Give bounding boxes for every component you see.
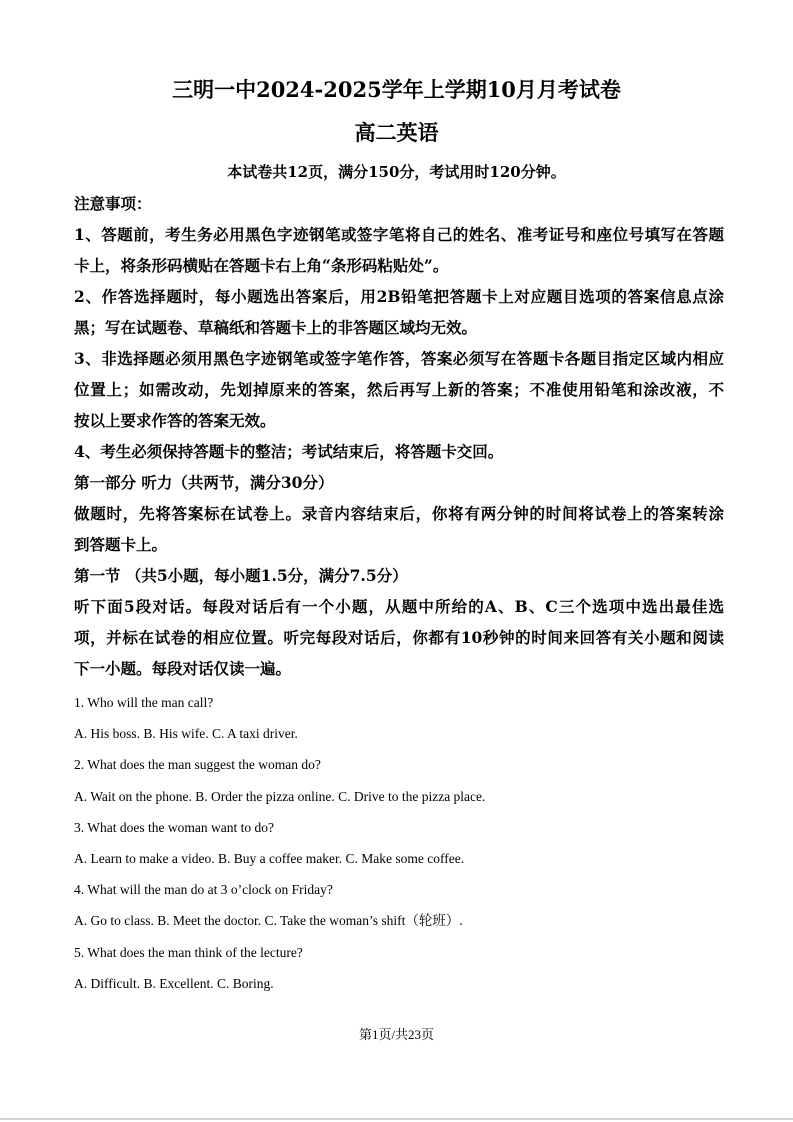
question-options: A. Learn to make a video. B. Buy a coffee maker. C. Make some coffee. bbox=[74, 850, 465, 866]
note-item-3-line-2: 位置上；如需改动，先划掉原来的答案，然后再写上新的答案；不准使用铅笔和涂改液，不 bbox=[74, 380, 724, 399]
note-item-1-line-2: 卡上，将条形码横贴在答题卡右上角“条形码粘贴处”。 bbox=[74, 256, 449, 275]
notes-heading: 注意事项： bbox=[74, 194, 152, 213]
note-item-4: 4、考生必须保持答题卡的整洁；考试结束后，将答题卡交回。 bbox=[74, 442, 504, 461]
note-item-1-line-1: 1、答题前，考生务必用黑色字迹钢笔或签字笔将自己的姓名、准考证号和座位号填写在答题 bbox=[74, 225, 724, 244]
page-number: 第1页/共23页 bbox=[358, 1027, 435, 1042]
page-divider bbox=[0, 1118, 793, 1120]
part1-instructions-line-1: 做题时，先将答案标在试卷上。录音内容结束后，你将有两分钟的时间将试卷上的答案转涂 bbox=[74, 504, 724, 523]
note-item-2-line-1: 2、作答选择题时，每小题选出答案后，用2B铅笔把答题卡上对应题目选项的答案信息点涂 bbox=[74, 287, 724, 306]
section1-instructions-line-3: 下一小题。每段对话仅读一遍。 bbox=[74, 659, 292, 678]
note-item-2-line-2: 黑；写在试题卷、草稿纸和答题卡上的非答题区域均无效。 bbox=[74, 318, 478, 337]
question-text: 1. Who will the man call? bbox=[74, 695, 214, 710]
question-options: A. His boss. B. His wife. C. A taxi driver. bbox=[74, 726, 298, 742]
question-options: A. Difficult. B. Excellent. C. Boring. bbox=[74, 975, 274, 991]
part1-instructions-line-2: 到答题卡上。 bbox=[74, 535, 168, 554]
section1-instructions-line-1: 听下面5段对话。每段对话后有一个小题，从题中所给的A、B、C三个选项中选出最佳选 bbox=[74, 597, 724, 616]
part1-heading: 第一部分 听力（共两节，满分30分） bbox=[74, 473, 334, 492]
note-item-3-line-1: 3、非选择题必须用黑色字迹钢笔或签字笔作答，答案必须写在答题卡各题目指定区域内相应 bbox=[74, 349, 724, 368]
question-text: 5. What does the man think of the lecture? bbox=[74, 944, 303, 960]
question-text: 2. What does the man suggest the woman do? bbox=[74, 757, 321, 773]
note-item-3-line-3: 按以上要求作答的答案无效。 bbox=[74, 411, 276, 430]
section1-heading: 第一节 （共5小题，每小题1.5分，满分7.5分） bbox=[74, 566, 408, 585]
subject-title: 高二英语 bbox=[354, 120, 439, 145]
question-text: 3. What does the woman want to do? bbox=[74, 819, 274, 835]
question-options: A. Wait on the phone. B. Order the pizza online. C. Drive to the pizza place. bbox=[74, 788, 486, 804]
question-options: A. Go to class. B. Meet the doctor. C. Take the woman’s shift（轮班）. bbox=[74, 913, 463, 929]
section1-instructions-line-2: 项，并标在试卷的相应位置。听完每段对话后，你都有10秒钟的时间来回答有关小题和阅读 bbox=[74, 628, 724, 647]
instructions-block bbox=[74, 188, 724, 684]
question-text: 4. What will the man do at 3 o’clock on Friday? bbox=[74, 882, 333, 898]
exam-title: 三明一中2024-2025学年上学期10月月考试卷 bbox=[172, 77, 621, 102]
exam-info: 本试卷共12页，满分150分，考试用时120分钟。 bbox=[227, 163, 566, 181]
question-list bbox=[74, 687, 714, 999]
